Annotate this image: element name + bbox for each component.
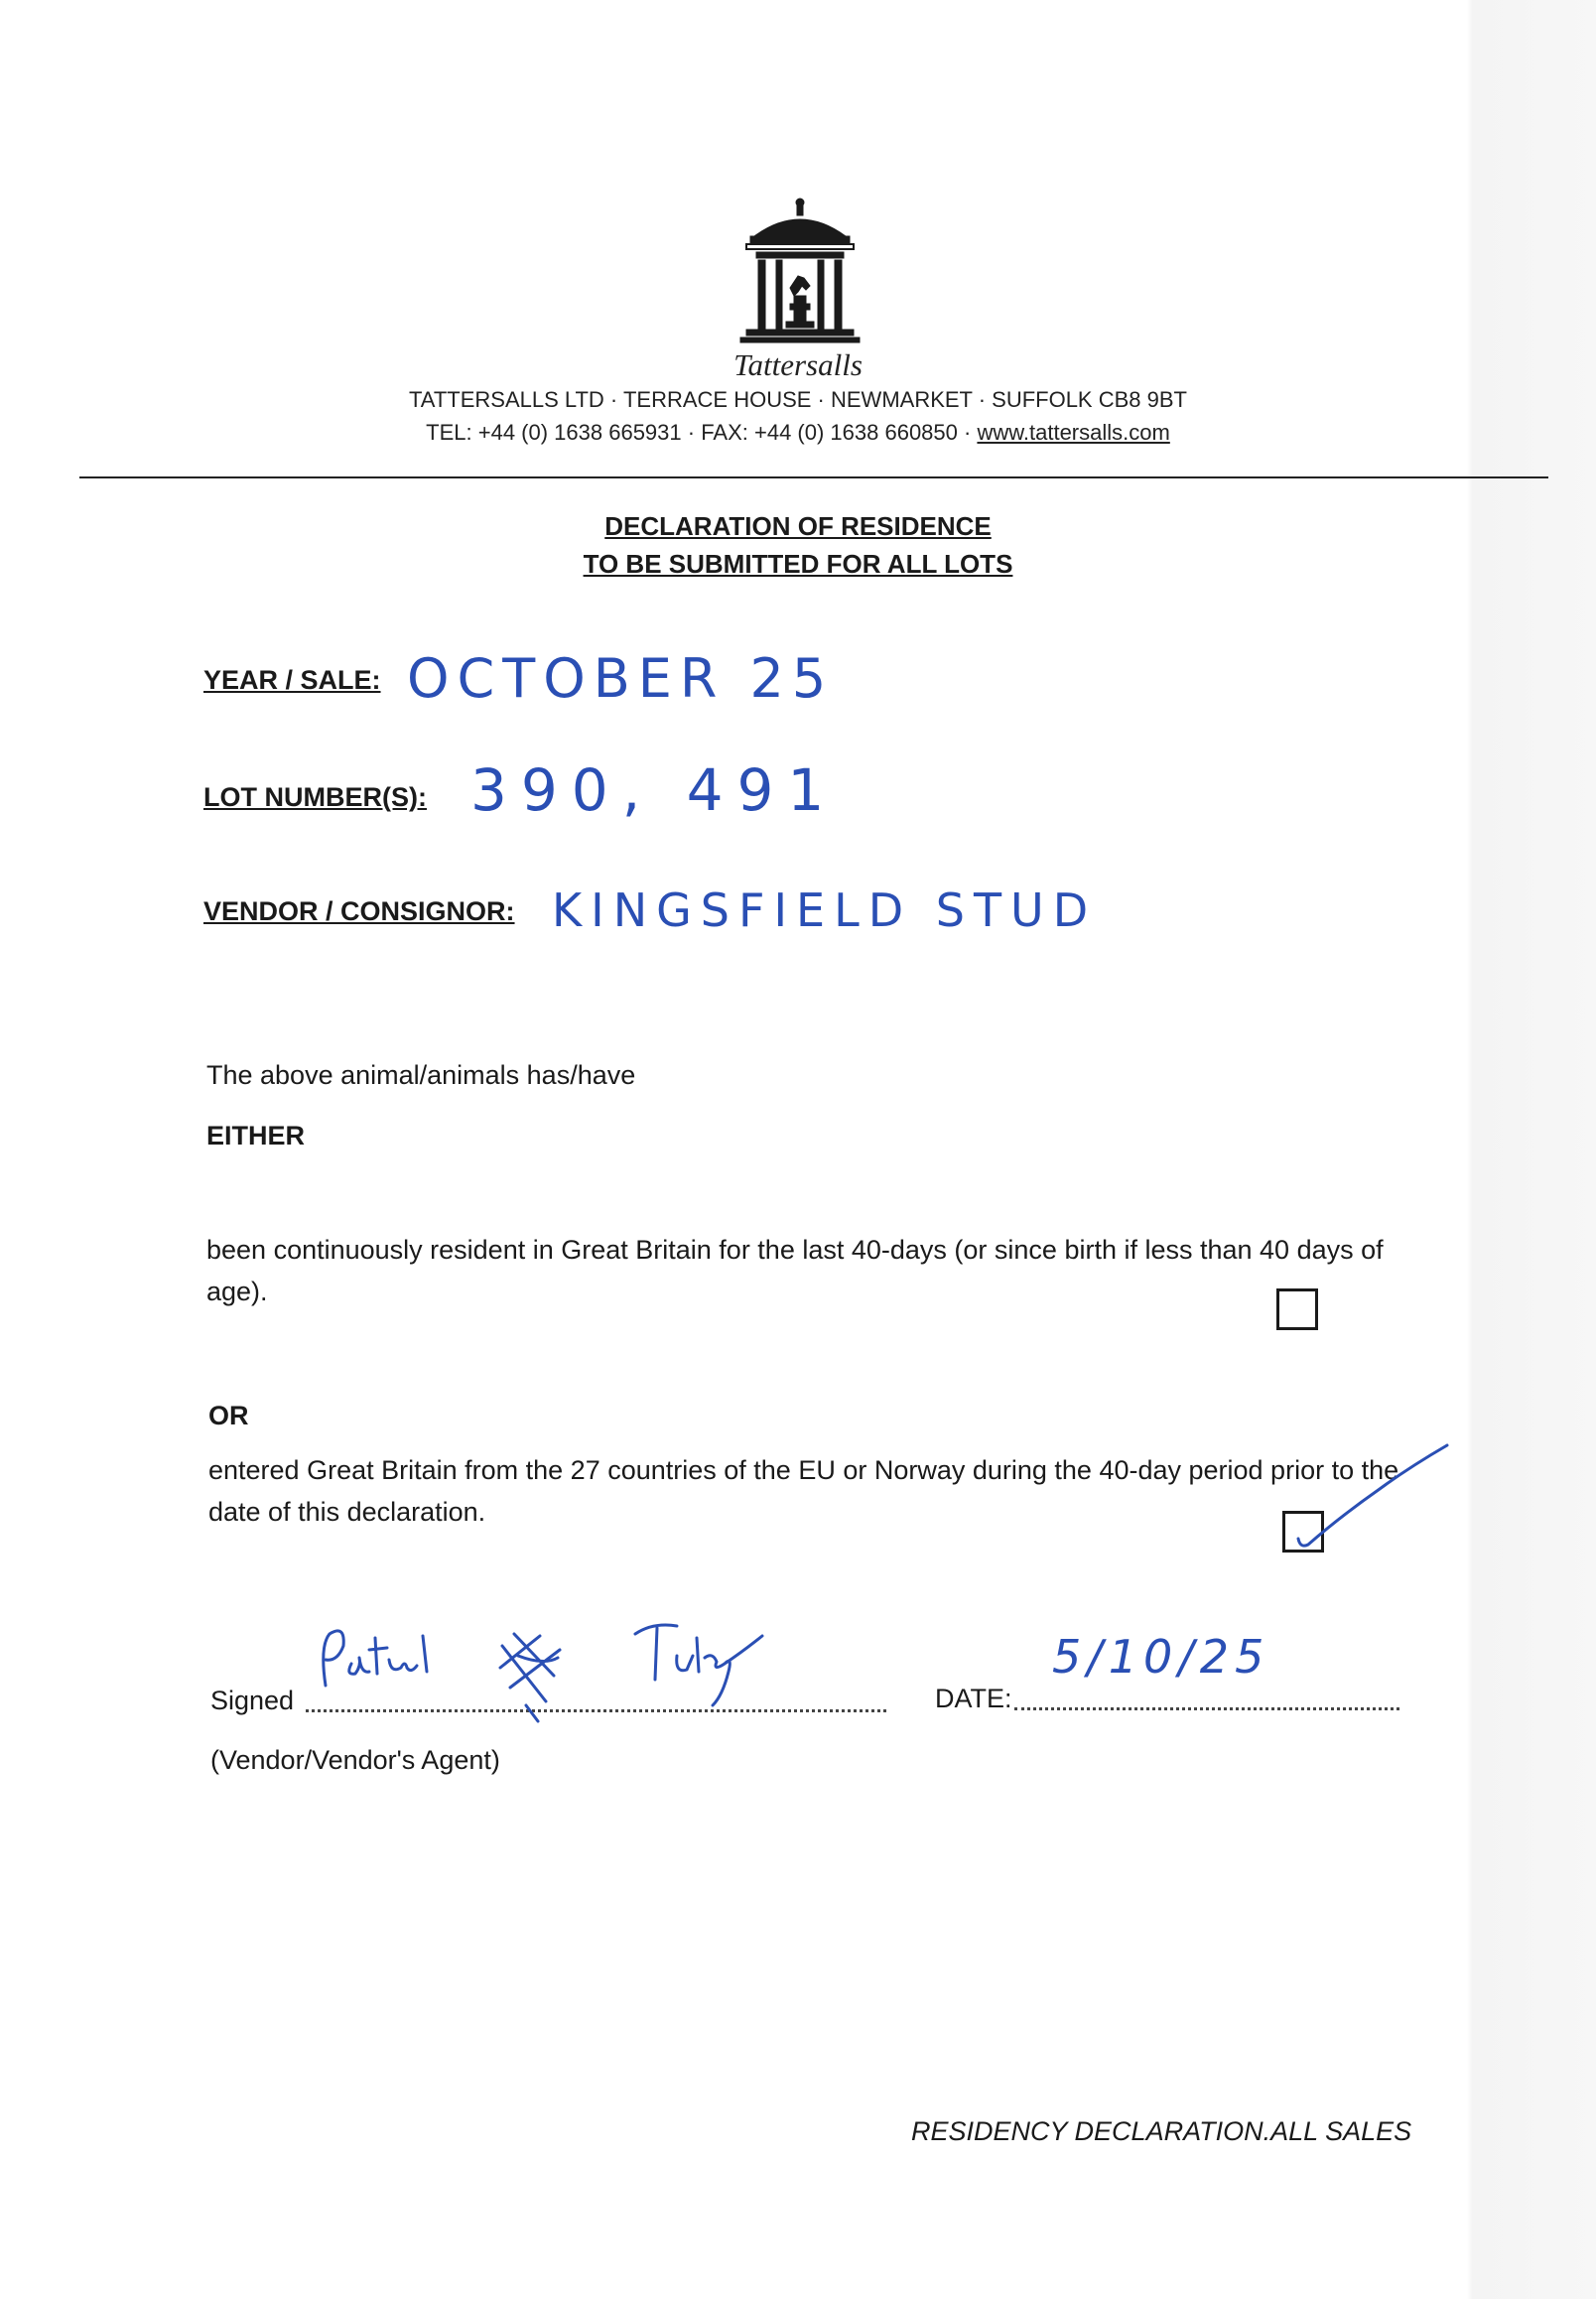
option1-checkbox[interactable] [1276, 1288, 1318, 1330]
date-value[interactable]: 5/10/25 [1052, 1630, 1270, 1684]
date-label: DATE: [935, 1684, 1012, 1713]
company-contact [0, 420, 1596, 446]
signed-label: Signed [210, 1686, 295, 1715]
year-sale-label: YEAR / SALE: [203, 665, 381, 695]
declaration-intro: The above animal/animals has/have [206, 1060, 636, 1090]
either-label: EITHER [206, 1121, 306, 1150]
form-title: DECLARATION OF RESIDENCE [604, 511, 992, 541]
lot-numbers-label: LOT NUMBER(S): [203, 782, 427, 812]
year-sale-value[interactable]: OCTOBER 25 [407, 647, 835, 710]
lot-numbers-value[interactable]: 390, 491 [470, 756, 839, 824]
brand-name: Tattersalls [733, 347, 863, 382]
signatory-role: (Vendor/Vendor's Agent) [210, 1745, 500, 1775]
scan-edge-shadow [1467, 0, 1596, 2299]
handwritten-signature-icon[interactable] [316, 1616, 782, 1725]
tattersalls-logo-icon [732, 197, 867, 347]
header-divider [79, 476, 1548, 478]
checkmark-icon [1280, 1441, 1449, 1560]
website-link[interactable]: www.tattersalls.com [977, 420, 1170, 445]
option1-text: been continuously resident in Great Britain for the last 40-days (or since birth if less than 40 days of age). [206, 1235, 1384, 1306]
date-line [1014, 1707, 1399, 1710]
vendor-value[interactable]: KINGSFIELD STUD [552, 883, 1098, 937]
vendor-label: VENDOR / CONSIGNOR: [203, 896, 515, 926]
form-subtitle: TO BE SUBMITTED FOR ALL LOTS [583, 549, 1013, 579]
contact-numbers: TEL: +44 (0) 1638 665931 · FAX: +44 (0) 1638 660850 · [426, 420, 978, 445]
form-footer: RESIDENCY DECLARATION.ALL SALES [911, 2116, 1412, 2146]
option2-text: entered Great Britain from the 27 countries of the EU or Norway during the 40-day period prior to the date of this declaration. [208, 1455, 1399, 1527]
or-label: OR [208, 1401, 249, 1430]
company-address: TATTERSALLS LTD · TERRACE HOUSE · NEWMARKET · SUFFOLK CB8 9BT [409, 387, 1187, 412]
